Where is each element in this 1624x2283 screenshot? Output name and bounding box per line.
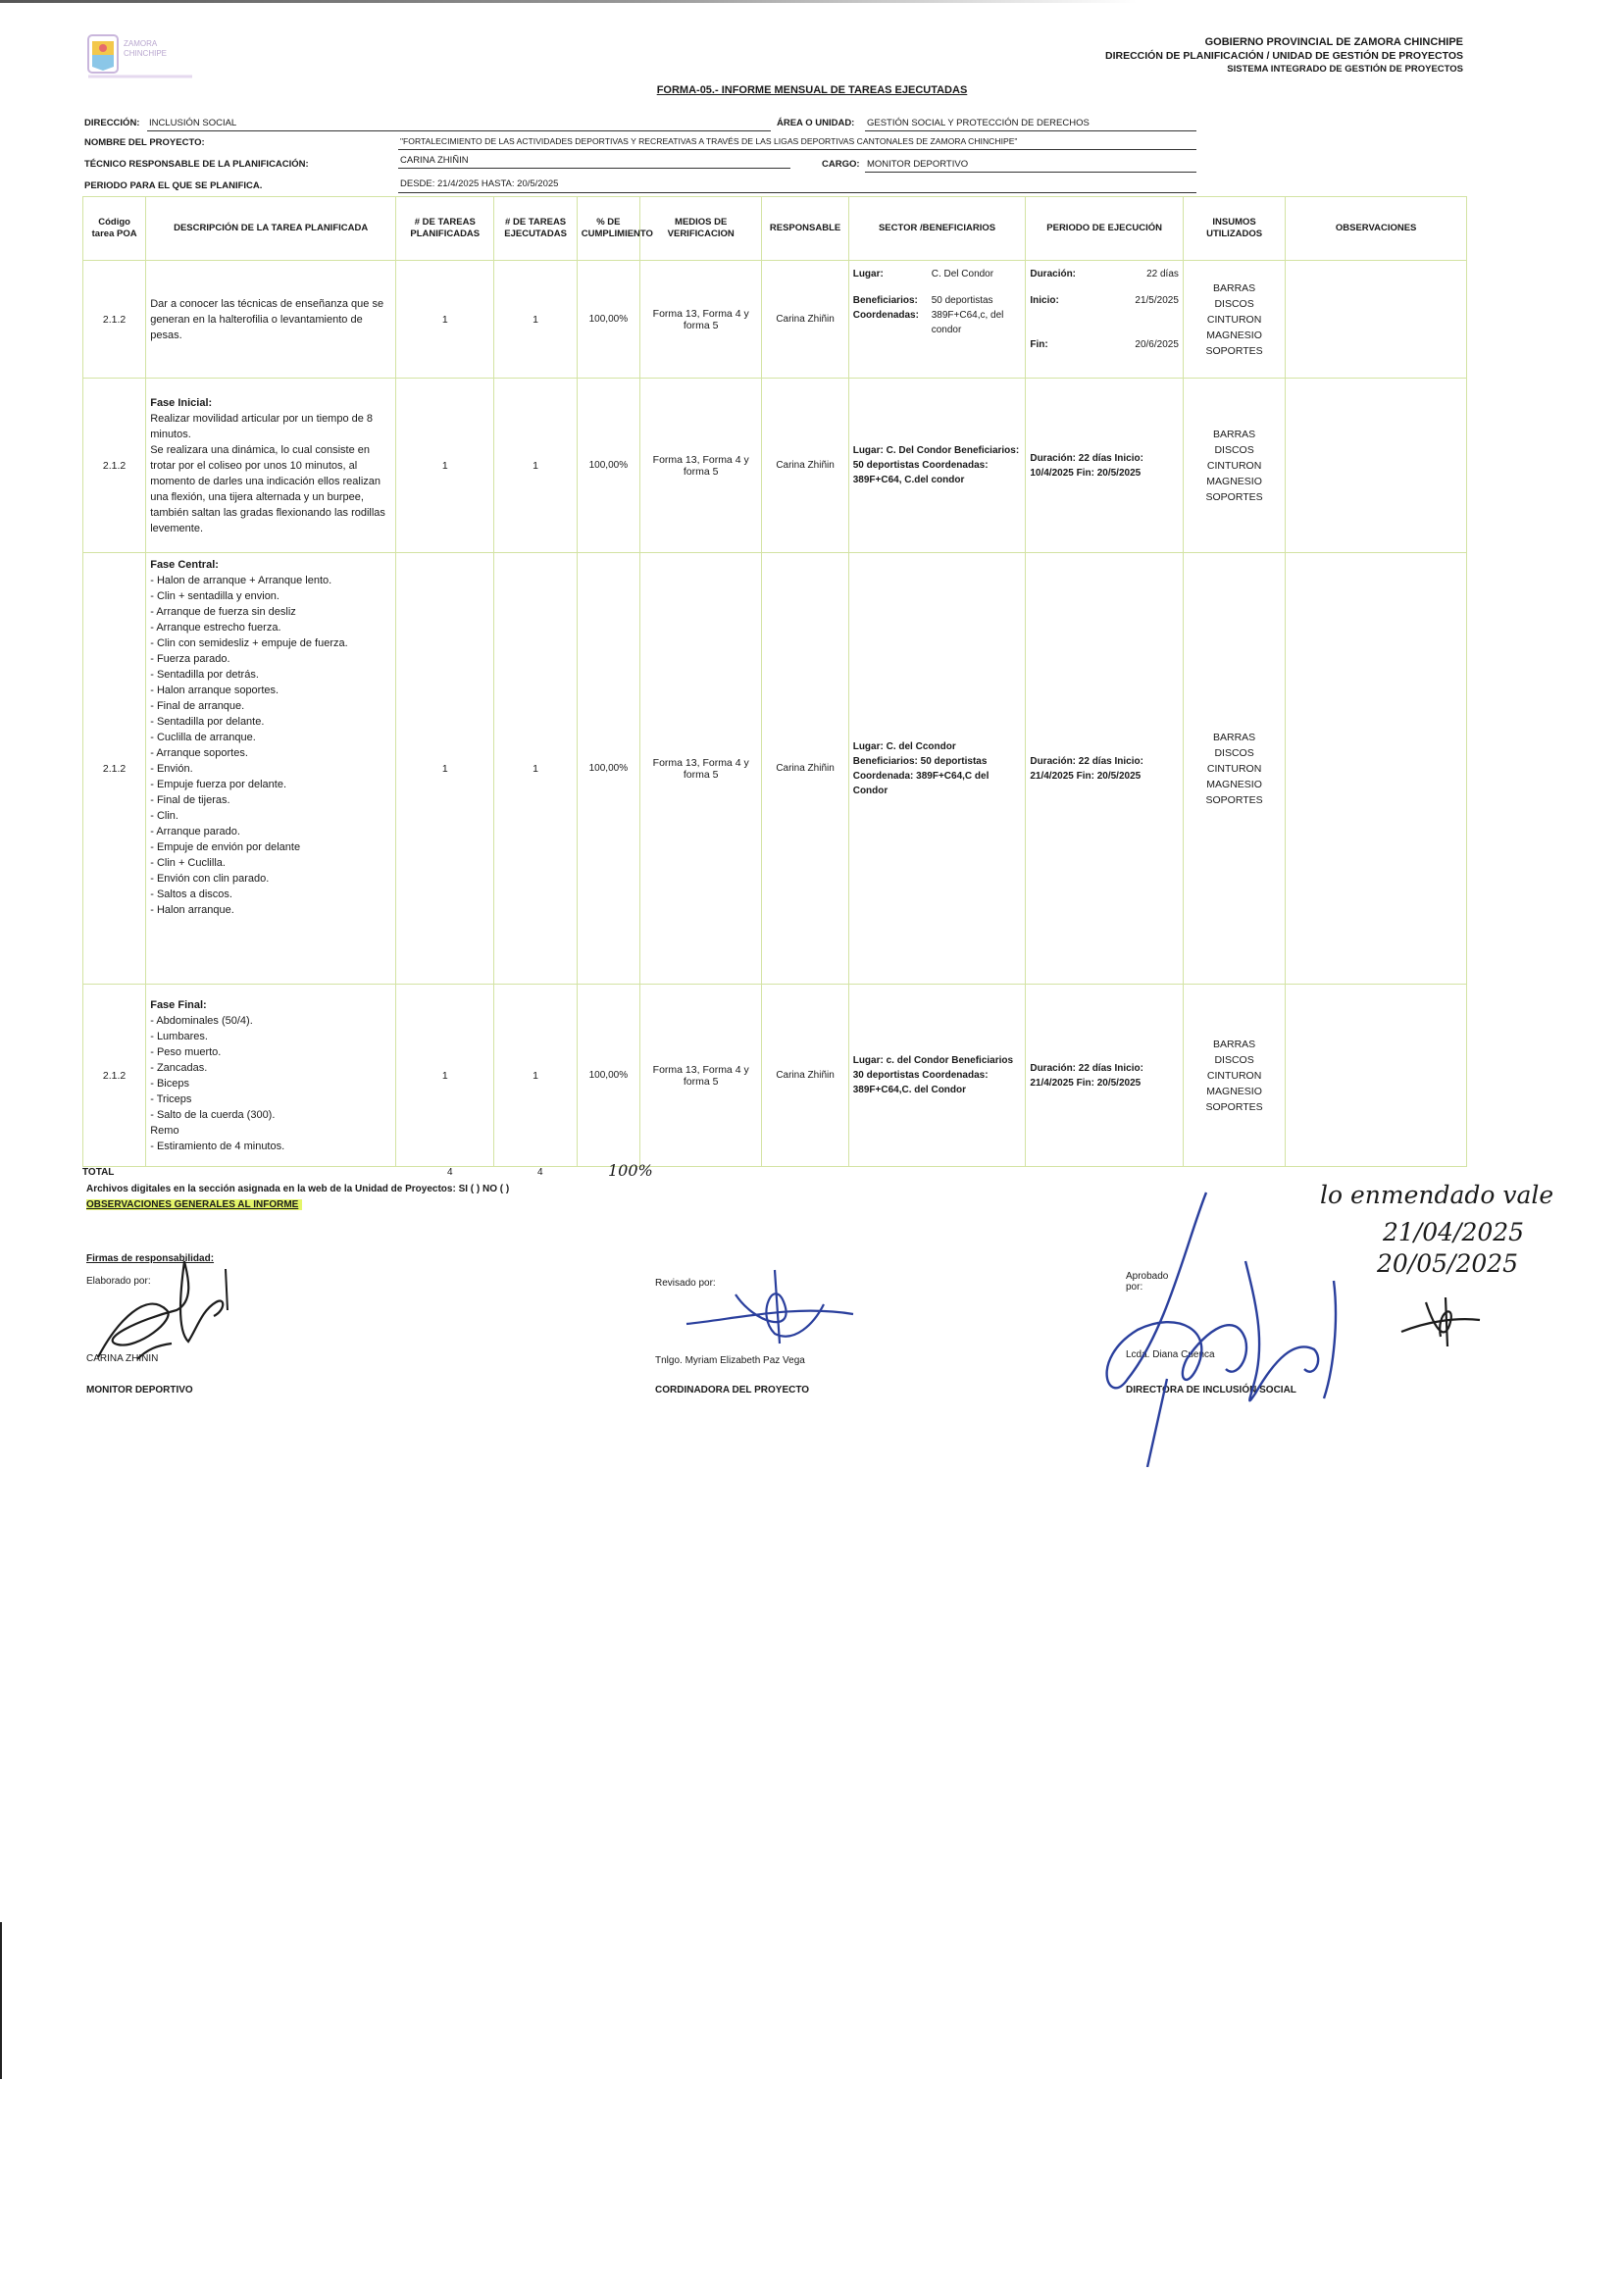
cumplimiento-cell: 100,00%: [577, 553, 639, 985]
description-line: - Saltos a discos.: [150, 888, 232, 900]
sector-value: C. Del Condor: [931, 269, 994, 279]
insumo-item: MAGNESIO: [1206, 475, 1262, 487]
description-line: - Sentadilla por detrás.: [150, 669, 259, 681]
table-row: [83, 379, 1467, 553]
description-line: Remo: [150, 1124, 179, 1137]
col-cumplimiento: % DE CUMPLIMIENTO: [577, 197, 639, 261]
cumplimiento-cell: 100,00%: [577, 985, 639, 1167]
responsable-cell: Carina Zhiñin: [762, 379, 848, 553]
direccion-value: INCLUSIÓN SOCIAL: [149, 118, 237, 128]
revisado-name: Tnlgo. Myriam Elizabeth Paz Vega: [655, 1355, 805, 1366]
description-line: - Sentadilla por delante.: [150, 716, 265, 728]
periodo-cell: Duración: 22 días Inicio: 21/4/2025 Fin: 20/5/2025: [1026, 985, 1184, 1167]
description-line: - Envión con clin parado.: [150, 873, 270, 885]
insumo-item: DISCOS: [1214, 443, 1254, 456]
insumo-item: BARRAS: [1212, 428, 1256, 440]
elaborado-name: CARINA ZHIÑIN: [86, 1353, 159, 1364]
tecnico-value: CARINA ZHIÑIN: [400, 155, 469, 166]
description-line: - Triceps: [150, 1092, 192, 1105]
periodo-value: 20/6/2025: [1135, 339, 1179, 350]
insumo-item: SOPORTES: [1205, 344, 1263, 357]
insumo-item: MAGNESIO: [1206, 1085, 1262, 1097]
sector-cell: Lugar: C. del Ccondor Beneficiarios: 50 deportistas Coordenada: 389F+C64,C del Condor: [848, 553, 1026, 985]
elaborado-role: MONITOR DEPORTIVO: [86, 1385, 193, 1395]
medios-cell: Forma 13, Forma 4 y forma 5: [639, 261, 761, 379]
revisado-role: CORDINADORA DEL PROYECTO: [655, 1385, 810, 1395]
col-observaciones: OBSERVACIONES: [1286, 197, 1467, 261]
organization-header: [1105, 35, 1463, 76]
description-line: - Lumbares.: [150, 1030, 208, 1042]
medios-cell: Forma 13, Forma 4 y forma 5: [639, 379, 761, 553]
description-line: - Empuje fuerza por delante.: [150, 779, 287, 790]
description-line: - Empuje de envión por delante: [150, 841, 301, 853]
direccion-underline: [147, 130, 771, 131]
planificadas-cell: 1: [396, 261, 494, 379]
total-planificadas: 4: [447, 1167, 453, 1178]
col-ejecutadas: # DE TAREAS EJECUTADAS: [494, 197, 577, 261]
handwritten-note-line-1: lo enmendado vale: [1320, 1181, 1554, 1209]
periodo-value: 22 días: [1146, 269, 1179, 279]
archivos-digitales: Archivos digitales en la sección asignada en la web de la Unidad de Proyectos: SI ( ) NO ( ): [86, 1184, 510, 1194]
insumo-item: BARRAS: [1212, 1038, 1256, 1050]
tecnico-underline: [398, 168, 790, 169]
description-line: - Arranque soportes.: [150, 747, 248, 759]
observaciones-cell: [1286, 553, 1467, 985]
sector-cell: [848, 261, 1026, 379]
tasks-table: [82, 196, 1467, 1167]
sector-key: Lugar:: [852, 269, 884, 279]
insumo-item: CINTURON: [1206, 313, 1262, 326]
tecnico-label: TÉCNICO RESPONSABLE DE LA PLANIFICACIÓN:: [84, 159, 309, 170]
proyecto-label: NOMBRE DEL PROYECTO:: [84, 137, 205, 148]
description-line: - Halon arranque.: [150, 904, 234, 916]
description-line: - Fuerza parado.: [150, 653, 230, 665]
description-line: - Arranque estrecho fuerza.: [150, 622, 281, 634]
total-label: TOTAL: [82, 1167, 115, 1178]
org-line-3: SISTEMA INTEGRADO DE GESTIÓN DE PROYECTOS: [1227, 64, 1463, 75]
description-line: - Abdominales (50/4).: [150, 1014, 253, 1027]
area-underline: [865, 130, 1196, 131]
table-row: [83, 985, 1467, 1167]
periodo-key: Inicio:: [1030, 295, 1059, 306]
insumo-item: MAGNESIO: [1206, 778, 1262, 790]
col-responsable: RESPONSABLE: [762, 197, 848, 261]
aprobado-role: DIRECTORA DE INCLUSIÓN SOCIAL: [1126, 1385, 1296, 1395]
total-cumplimiento-handwritten: 100%: [608, 1161, 653, 1180]
responsable-cell: Carina Zhiñin: [762, 985, 848, 1167]
total-ejecutadas: 4: [537, 1167, 543, 1178]
description-line: - Estiramiento de 4 minutos.: [150, 1140, 285, 1152]
insumo-item: DISCOS: [1214, 297, 1254, 310]
planificadas-cell: 1: [396, 985, 494, 1167]
sector-cell: Lugar: c. del Condor Beneficiarios 30 deportistas Coordenadas: 389F+C64,C. del Condor: [848, 985, 1026, 1167]
col-sector: SECTOR /BENEFICIARIOS: [848, 197, 1026, 261]
phase-title: Fase Central:: [150, 559, 219, 571]
sector-value: 50 deportistas: [931, 295, 993, 306]
cargo-label: CARGO:: [822, 159, 860, 170]
insumos-cell: [1183, 379, 1285, 553]
description-line: - Clin con semidesliz + empuje de fuerza.: [150, 637, 348, 649]
aprobado-name: Lcda. Diana Cuenca: [1126, 1349, 1215, 1360]
medios-cell: Forma 13, Forma 4 y forma 5: [639, 985, 761, 1167]
description-cell: Dar a conocer las técnicas de enseñanza que se generan en la halterofilia o levantamiento de pesas.: [146, 261, 396, 379]
firmas-label: Firmas de responsabilidad:: [86, 1253, 215, 1264]
description-line: - Final de arranque.: [150, 700, 245, 712]
cargo-underline: [865, 172, 1196, 173]
insumo-item: BARRAS: [1212, 731, 1256, 743]
cumplimiento-cell: 100,00%: [577, 261, 639, 379]
sector-key: Coordenadas:: [852, 310, 919, 321]
insumos-cell: [1183, 985, 1285, 1167]
observaciones-cell: [1286, 985, 1467, 1167]
periodo-key: Fin:: [1030, 339, 1048, 350]
proyecto-value: "FORTALECIMIENTO DE LAS ACTIVIDADES DEPORTIVAS Y RECREATIVAS A TRAVÉS DE LAS LIGAS DEPORTIVAS CANTONALES DE ZAMORA CHINCHIPE": [400, 136, 1018, 146]
periodo-underline: [398, 192, 1196, 193]
periodo-key: Duración:: [1030, 269, 1077, 279]
insumo-item: SOPORTES: [1205, 1100, 1263, 1113]
description-line: - Envión.: [150, 763, 193, 775]
handwritten-initials: [1396, 1293, 1485, 1351]
description-line: - Biceps: [150, 1077, 189, 1090]
col-periodo: PERIODO DE EJECUCIÓN: [1026, 197, 1184, 261]
ejecutadas-cell: 1: [494, 261, 577, 379]
revisado-signature: [677, 1265, 873, 1373]
table-row: [83, 261, 1467, 379]
col-insumos: INSUMOS UTILIZADOS: [1183, 197, 1285, 261]
logo-text: ZAMORA CHINCHIPE: [124, 39, 168, 58]
codigo-cell: 2.1.2: [83, 553, 146, 985]
phase-title: Fase Inicial:: [150, 396, 213, 409]
responsable-cell: Carina Zhiñin: [762, 553, 848, 985]
insumo-item: SOPORTES: [1205, 490, 1263, 503]
description-line: - Clin + sentadilla y envion.: [150, 590, 279, 602]
scan-edge-mark: [0, 1922, 2, 2079]
sector-value: 389F+C64,c, del condor: [931, 310, 1004, 335]
description-line: - Arranque parado.: [150, 826, 240, 837]
observaciones-cell: [1286, 379, 1467, 553]
ejecutadas-cell: 1: [494, 379, 577, 553]
description-cell: [146, 379, 396, 553]
periodo-cell: [1026, 261, 1184, 379]
codigo-cell: 2.1.2: [83, 379, 146, 553]
description-line: - Cuclilla de arranque.: [150, 732, 256, 743]
insumo-item: CINTURON: [1206, 762, 1262, 775]
insumos-cell: [1183, 553, 1285, 985]
periodo-label: PERIODO PARA EL QUE SE PLANIFICA.: [84, 180, 263, 191]
periodo-cell: Duración: 22 días Inicio: 10/4/2025 Fin: 20/5/2025: [1026, 379, 1184, 553]
proyecto-underline: [398, 149, 1196, 150]
responsable-cell: Carina Zhiñin: [762, 261, 848, 379]
org-line-1: GOBIERNO PROVINCIAL DE ZAMORA CHINCHIPE: [1204, 36, 1463, 48]
description-line: - Halon arranque soportes.: [150, 685, 279, 696]
handwritten-note-line-3: 20/05/2025: [1377, 1249, 1519, 1278]
org-line-2: DIRECCIÓN DE PLANIFICACIÓN / UNIDAD DE GESTIÓN DE PROYECTOS: [1104, 50, 1463, 62]
elaborado-label: Elaborado por:: [86, 1276, 151, 1287]
cargo-value: MONITOR DEPORTIVO: [867, 159, 969, 170]
col-descripcion: DESCRIPCIÓN DE LA TAREA PLANIFICADA: [146, 197, 396, 261]
observaciones-generales: OBSERVACIONES GENERALES AL INFORME: [86, 1199, 302, 1210]
table-header-row: [83, 197, 1467, 261]
description-cell: [146, 553, 396, 985]
insumo-item: SOPORTES: [1205, 793, 1263, 806]
aprobado-label: Aprobado por:: [1126, 1271, 1169, 1293]
codigo-cell: 2.1.2: [83, 985, 146, 1167]
periodo-cell: Duración: 22 días Inicio: 21/4/2025 Fin: 20/5/2025: [1026, 553, 1184, 985]
insumo-item: CINTURON: [1206, 1069, 1262, 1082]
table-row: [83, 553, 1467, 985]
col-planificadas: # DE TAREAS PLANIFICADAS: [396, 197, 494, 261]
col-codigo: Código tarea POA: [83, 197, 146, 261]
direccion-label: DIRECCIÓN:: [84, 118, 140, 128]
cumplimiento-cell: 100,00%: [577, 379, 639, 553]
insumo-item: DISCOS: [1214, 1053, 1254, 1066]
sector-key: Beneficiarios:: [852, 295, 918, 306]
planificadas-cell: 1: [396, 553, 494, 985]
observaciones-cell: [1286, 261, 1467, 379]
description-line: - Clin.: [150, 810, 178, 822]
periodo-value: 21/5/2025: [1135, 295, 1179, 306]
phase-title: Fase Final:: [150, 998, 207, 1011]
description-line: Se realizara una dinámica, lo cual consiste en trotar por el coliseo por unos 10 minutos, al momento de darles una indicación ellos realizan una flexión, una tijera alternada y un burpee, también saltan las gradas flexionando las rodillas levemente.: [150, 443, 385, 534]
description-line: - Clin + Cuclilla.: [150, 857, 226, 869]
col-medios: MEDIOS DE VERIFICACION: [639, 197, 761, 261]
periodo-value: DESDE: 21/4/2025 HASTA: 20/5/2025: [400, 178, 559, 189]
insumo-item: DISCOS: [1214, 746, 1254, 759]
handwritten-note-line-2: 21/04/2025: [1383, 1218, 1525, 1246]
medios-cell: Forma 13, Forma 4 y forma 5: [639, 553, 761, 985]
scan-top-edge: [0, 0, 1624, 3]
description-line: - Final de tijeras.: [150, 794, 230, 806]
insumo-item: BARRAS: [1212, 281, 1256, 294]
ejecutadas-cell: 1: [494, 985, 577, 1167]
aprobado-signature: [1079, 1183, 1393, 1467]
description-cell: [146, 985, 396, 1167]
insumos-cell: [1183, 261, 1285, 379]
sector-cell: Lugar: C. Del Condor Beneficiarios: 50 deportistas Coordenadas: 389F+C64, C.del condor: [848, 379, 1026, 553]
description-line: - Zancadas.: [150, 1061, 208, 1074]
planificadas-cell: 1: [396, 379, 494, 553]
codigo-cell: 2.1.2: [83, 261, 146, 379]
ejecutadas-cell: 1: [494, 553, 577, 985]
description-line: - Peso muerto.: [150, 1045, 222, 1058]
description-line: Realizar movilidad articular por un tiempo de 8 minutos.: [150, 412, 374, 440]
area-label: ÁREA O UNIDAD:: [777, 118, 855, 128]
area-value: GESTIÓN SOCIAL Y PROTECCIÓN DE DERECHOS: [867, 118, 1090, 128]
elaborado-signature: [78, 1251, 275, 1379]
insumo-item: CINTURON: [1206, 459, 1262, 472]
description-line: - Arranque de fuerza sin desliz: [150, 606, 296, 618]
description-line: - Salto de la cuerda (300).: [150, 1108, 276, 1121]
insumo-item: MAGNESIO: [1206, 329, 1262, 341]
form-title: FORMA-05.- INFORME MENSUAL DE TAREAS EJECUTADAS: [656, 84, 968, 96]
description-line: - Halon de arranque + Arranque lento.: [150, 575, 332, 586]
revisado-label: Revisado por:: [655, 1278, 716, 1289]
